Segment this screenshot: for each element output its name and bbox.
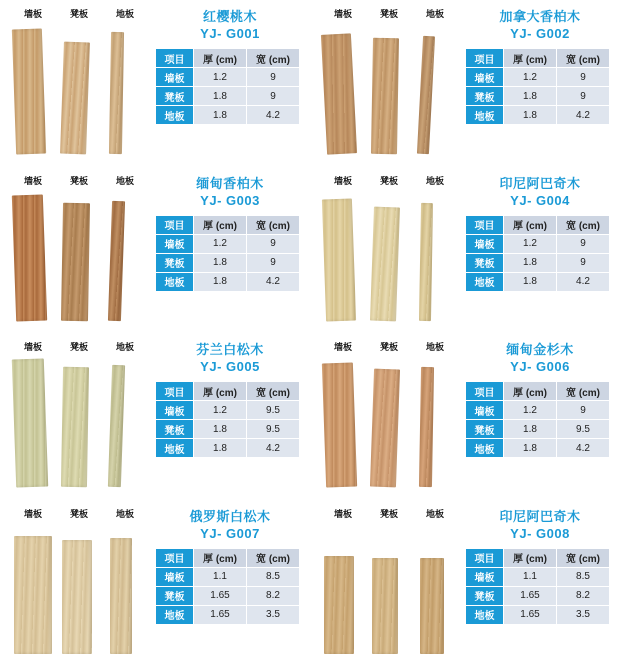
product-name: 印尼阿巴奇木 (499, 508, 581, 524)
wood-plank-images (320, 355, 460, 487)
table-column-header: 宽 (cm) (247, 215, 300, 234)
product-name: 加拿大香柏木 (499, 9, 581, 24)
sample-label: 墙板 (23, 175, 42, 186)
table-row (466, 87, 610, 106)
sample-labels (320, 175, 460, 189)
product-card (0, 333, 310, 500)
table-column-header: 项目 (466, 215, 504, 234)
row-label: 凳板 (156, 87, 194, 106)
thickness-value: 1.8 (504, 439, 557, 458)
table-column-header: 宽 (cm) (557, 382, 610, 401)
table-column-header: 厚 (cm) (504, 548, 557, 567)
row-label: 地板 (156, 439, 194, 458)
table-row (156, 439, 300, 458)
table-row (466, 253, 610, 272)
wood-plank-images (320, 522, 460, 654)
sample-label: 墙板 (23, 9, 42, 19)
width-value: 4.2 (557, 439, 610, 458)
table-row (156, 567, 300, 586)
table-column-header: 宽 (cm) (557, 215, 610, 234)
row-label: 地板 (156, 605, 194, 624)
width-value: 9 (247, 234, 300, 253)
wood-plank-image (108, 365, 125, 487)
table-header-row (466, 49, 610, 68)
table-row (156, 272, 300, 291)
row-label: 墙板 (156, 567, 194, 586)
thickness-value: 1.1 (194, 567, 247, 586)
width-value: 9 (557, 253, 610, 272)
width-value: 9.5 (247, 401, 300, 420)
wood-plank-image (322, 198, 356, 321)
wood-plank-images (10, 22, 150, 154)
table-column-header: 厚 (cm) (194, 215, 247, 234)
product-title-block (160, 341, 300, 375)
table-row (466, 68, 610, 87)
wood-sample-group (320, 341, 460, 491)
wood-sample-group (10, 508, 150, 658)
table-column-header: 项目 (156, 215, 194, 234)
table-row (156, 605, 300, 624)
wood-sample-group (10, 341, 150, 491)
product-title-block (470, 341, 610, 375)
product-title-block (160, 508, 300, 542)
wood-plank-image (109, 32, 124, 154)
product-card (310, 0, 620, 167)
wood-plank-images (10, 355, 150, 487)
wood-plank-image (61, 367, 89, 487)
table-header-row (466, 548, 610, 567)
table-column-header: 项目 (156, 548, 194, 567)
wood-plank-image (370, 369, 400, 488)
spec-table (155, 381, 300, 458)
row-label: 地板 (156, 272, 194, 291)
product-code: YJ- G007 (200, 525, 260, 541)
spec-table (465, 548, 610, 625)
sample-labels (320, 508, 460, 522)
table-column-header: 厚 (cm) (194, 548, 247, 567)
thickness-value: 1.8 (194, 439, 247, 458)
row-label: 地板 (466, 439, 504, 458)
sample-labels (10, 175, 150, 189)
width-value: 9.5 (247, 420, 300, 439)
thickness-value: 1.8 (194, 253, 247, 272)
table-column-header: 宽 (cm) (557, 49, 610, 68)
product-code: YJ- G004 (510, 192, 570, 208)
sample-label: 地板 (115, 508, 134, 519)
product-code: YJ- G006 (510, 359, 570, 374)
table-row (466, 234, 610, 253)
product-code: YJ- G001 (200, 26, 260, 41)
width-value: 8.5 (557, 567, 610, 586)
row-label: 凳板 (466, 253, 504, 272)
wood-plank-image (322, 362, 357, 487)
thickness-value: 1.65 (504, 605, 557, 624)
table-row (156, 420, 300, 439)
width-value: 4.2 (557, 272, 610, 291)
table-row (466, 106, 610, 125)
table-row (156, 401, 300, 420)
sample-label: 地板 (115, 175, 134, 186)
wood-sample-group (10, 8, 150, 158)
table-row (156, 586, 300, 605)
wood-plank-image (419, 202, 433, 320)
wood-plank-image (370, 206, 400, 321)
catalog-row (0, 333, 620, 500)
row-label: 地板 (156, 106, 194, 125)
spec-table (155, 548, 300, 625)
wood-sample-group (10, 175, 150, 325)
product-card (0, 500, 310, 666)
table-column-header: 宽 (cm) (247, 382, 300, 401)
thickness-value: 1.2 (504, 234, 557, 253)
wood-plank-image (324, 556, 354, 654)
product-name: 红樱桃木 (202, 9, 257, 24)
product-name: 芬兰白松木 (196, 342, 264, 357)
wood-plank-image (372, 558, 398, 654)
table-column-header: 厚 (cm) (504, 215, 557, 234)
sample-label: 墙板 (333, 175, 352, 186)
table-header-row (466, 215, 610, 234)
wood-plank-image (60, 42, 90, 155)
row-label: 墙板 (156, 68, 194, 87)
catalog-row (0, 167, 620, 334)
table-row (156, 253, 300, 272)
thickness-value: 1.8 (504, 420, 557, 439)
row-label: 墙板 (466, 401, 504, 420)
sample-label: 地板 (425, 175, 444, 186)
sample-label: 地板 (425, 508, 444, 519)
width-value: 9 (557, 401, 610, 420)
table-row (466, 401, 610, 420)
product-title-block (160, 175, 300, 209)
table-column-header: 宽 (cm) (557, 548, 610, 567)
thickness-value: 1.2 (194, 234, 247, 253)
sample-labels (10, 8, 150, 22)
width-value: 9 (247, 68, 300, 87)
wood-plank-image (371, 38, 399, 154)
table-row (466, 272, 610, 291)
row-label: 地板 (466, 106, 504, 125)
product-title-block (470, 175, 610, 209)
wood-plank-image (61, 202, 90, 320)
product-code: YJ- G003 (200, 192, 260, 208)
thickness-value: 1.65 (194, 586, 247, 605)
table-column-header: 项目 (156, 49, 194, 68)
wood-plank-image (12, 194, 47, 321)
row-label: 墙板 (156, 234, 194, 253)
table-row (466, 439, 610, 458)
row-label: 凳板 (466, 87, 504, 106)
product-name: 缅甸金杉木 (506, 342, 574, 357)
sample-label: 凳板 (379, 508, 398, 519)
row-label: 凳板 (156, 420, 194, 439)
wood-plank-images (320, 189, 460, 321)
product-card (310, 500, 620, 666)
table-header-row (156, 215, 300, 234)
sample-label: 凳板 (69, 508, 88, 519)
width-value: 4.2 (247, 106, 300, 125)
table-column-header: 厚 (cm) (504, 49, 557, 68)
table-column-header: 厚 (cm) (504, 382, 557, 401)
sample-label: 墙板 (333, 508, 352, 519)
product-code: YJ- G005 (200, 359, 260, 374)
table-row (466, 567, 610, 586)
wood-plank-images (10, 522, 150, 654)
row-label: 墙板 (156, 401, 194, 420)
product-card (310, 333, 620, 500)
spec-table (465, 48, 610, 125)
sample-label: 墙板 (23, 508, 42, 519)
table-row (156, 106, 300, 125)
sample-label: 凳板 (69, 342, 88, 352)
sample-label: 墙板 (333, 342, 352, 352)
product-code: YJ- G008 (510, 525, 570, 541)
product-card (0, 0, 310, 167)
product-name: 印尼阿巴奇木 (499, 175, 581, 191)
row-label: 地板 (466, 605, 504, 624)
width-value: 4.2 (247, 272, 300, 291)
thickness-value: 1.8 (194, 420, 247, 439)
table-header-row (156, 382, 300, 401)
product-title-block (470, 8, 610, 42)
width-value: 8.5 (247, 567, 300, 586)
width-value: 9 (557, 234, 610, 253)
row-label: 墙板 (466, 68, 504, 87)
sample-labels (10, 341, 150, 355)
row-label: 凳板 (466, 586, 504, 605)
table-row (466, 420, 610, 439)
row-label: 凳板 (156, 586, 194, 605)
table-column-header: 项目 (466, 382, 504, 401)
width-value: 9.5 (557, 420, 610, 439)
sample-label: 凳板 (379, 175, 398, 186)
wood-sample-group (320, 508, 460, 658)
thickness-value: 1.8 (504, 253, 557, 272)
catalog-row (0, 0, 620, 167)
table-row (156, 68, 300, 87)
wood-plank-image (108, 200, 125, 320)
width-value: 4.2 (557, 106, 610, 125)
wood-plank-image (12, 29, 46, 155)
wood-plank-image (14, 536, 52, 654)
row-label: 凳板 (156, 253, 194, 272)
thickness-value: 1.8 (504, 272, 557, 291)
wood-plank-image (110, 538, 132, 654)
product-name: 缅甸香柏木 (196, 175, 264, 191)
spec-table (465, 381, 610, 458)
sample-label: 凳板 (379, 9, 398, 19)
table-row (466, 586, 610, 605)
thickness-value: 1.2 (194, 68, 247, 87)
sample-labels (320, 341, 460, 355)
sample-label: 凳板 (69, 9, 88, 19)
thickness-value: 1.1 (504, 567, 557, 586)
product-name: 俄罗斯白松木 (189, 508, 271, 524)
wood-plank-image (321, 33, 357, 154)
thickness-value: 1.8 (194, 106, 247, 125)
table-column-header: 项目 (466, 49, 504, 68)
thickness-value: 1.2 (504, 401, 557, 420)
sample-labels (10, 508, 150, 522)
wood-plank-image (419, 367, 434, 487)
sample-label: 地板 (425, 342, 444, 352)
table-column-header: 厚 (cm) (194, 382, 247, 401)
thickness-value: 1.8 (504, 87, 557, 106)
width-value: 9 (247, 87, 300, 106)
table-header-row (466, 382, 610, 401)
wood-plank-image (420, 558, 444, 654)
spec-table (155, 215, 300, 292)
row-label: 墙板 (466, 567, 504, 586)
thickness-value: 1.8 (194, 87, 247, 106)
spec-table (465, 215, 610, 292)
width-value: 8.2 (557, 586, 610, 605)
catalog-row (0, 500, 620, 666)
product-code: YJ- G002 (510, 26, 570, 41)
product-card (310, 167, 620, 334)
table-column-header: 宽 (cm) (247, 548, 300, 567)
table-row (156, 234, 300, 253)
row-label: 地板 (466, 272, 504, 291)
product-card (0, 167, 310, 334)
width-value: 8.2 (247, 586, 300, 605)
table-header-row (156, 49, 300, 68)
width-value: 3.5 (247, 605, 300, 624)
row-label: 墙板 (466, 234, 504, 253)
thickness-value: 1.65 (194, 605, 247, 624)
wood-plank-images (320, 22, 460, 154)
table-column-header: 项目 (466, 548, 504, 567)
sample-labels (320, 8, 460, 22)
thickness-value: 1.8 (504, 106, 557, 125)
width-value: 9 (557, 68, 610, 87)
sample-label: 凳板 (379, 342, 398, 352)
wood-plank-images (10, 189, 150, 321)
product-title-block (470, 508, 610, 542)
width-value: 4.2 (247, 439, 300, 458)
table-row (466, 605, 610, 624)
width-value: 9 (557, 87, 610, 106)
wood-sample-group (320, 8, 460, 158)
wood-plank-image (12, 358, 48, 487)
wood-plank-image (62, 540, 92, 654)
sample-label: 墙板 (333, 9, 352, 19)
width-value: 3.5 (557, 605, 610, 624)
thickness-value: 1.65 (504, 586, 557, 605)
wood-plank-image (417, 36, 435, 154)
table-column-header: 厚 (cm) (194, 49, 247, 68)
table-row (156, 87, 300, 106)
thickness-value: 1.2 (194, 401, 247, 420)
table-column-header: 宽 (cm) (247, 49, 300, 68)
table-header-row (156, 548, 300, 567)
thickness-value: 1.8 (194, 272, 247, 291)
sample-label: 地板 (115, 9, 134, 19)
sample-label: 凳板 (69, 175, 88, 186)
sample-label: 墙板 (23, 342, 42, 352)
width-value: 9 (247, 253, 300, 272)
product-title-block (160, 8, 300, 42)
spec-table (155, 48, 300, 125)
table-column-header: 项目 (156, 382, 194, 401)
sample-label: 地板 (425, 9, 444, 19)
row-label: 凳板 (466, 420, 504, 439)
thickness-value: 1.2 (504, 68, 557, 87)
wood-sample-group (320, 175, 460, 325)
sample-label: 地板 (115, 342, 134, 352)
